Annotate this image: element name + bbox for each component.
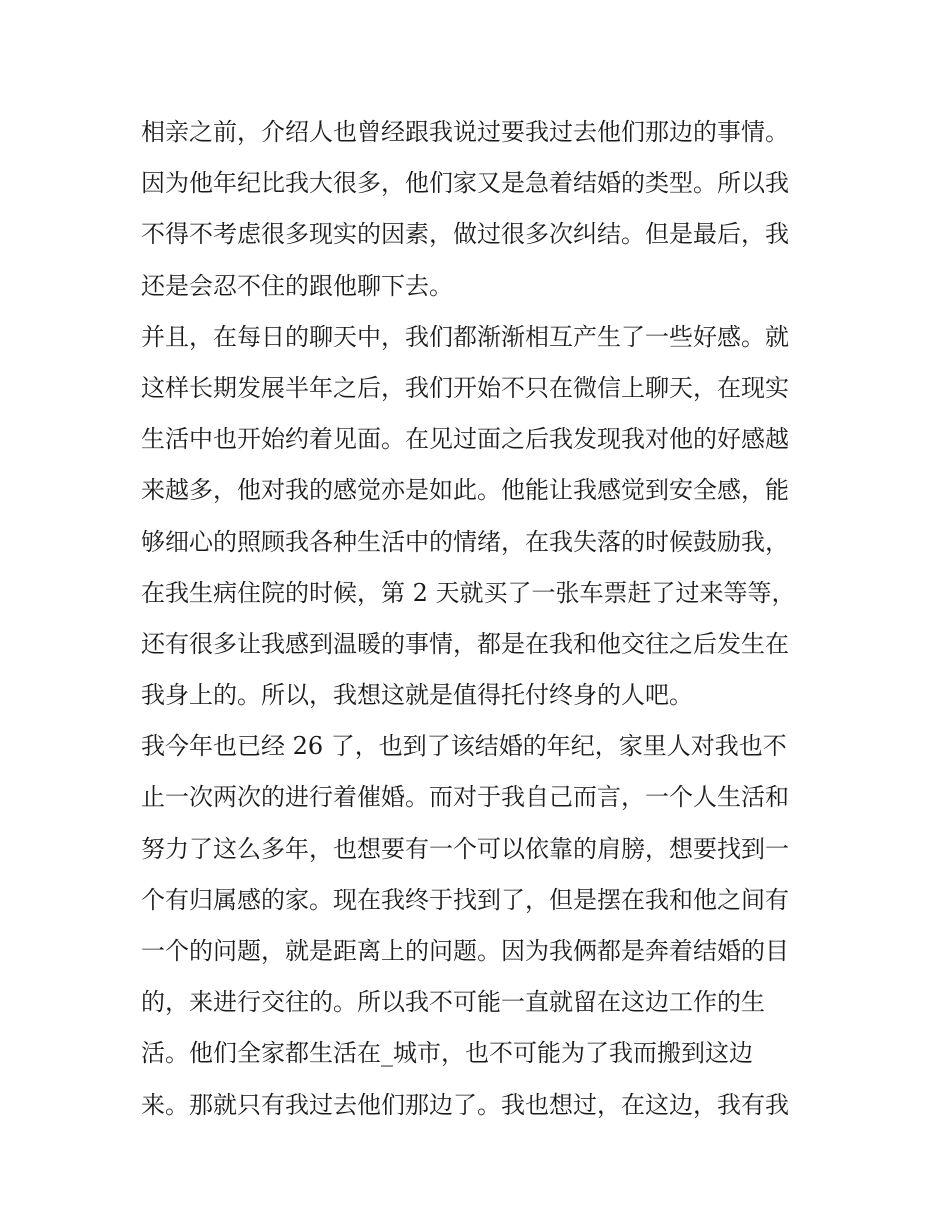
text-line: 因为他年纪比我大很多，他们家又是急着结婚的类型。所以我 (141, 169, 789, 198)
text-line: 还是会忍不住的跟他聊下去。 (141, 271, 453, 300)
text-line: 还有很多让我感到温暖的事情，都是在我和他交往之后发生在 (141, 629, 789, 658)
text-line: 来。那就只有我过去他们那边了。我也想过，在这边，我有我 (141, 1090, 789, 1119)
text-line: 一个的问题，就是距离上的问题。因为我俩都是奔着结婚的目 (141, 937, 789, 965)
text-line: 活。他们全家都生活在_城市，也不可能为了我而搬到这边 (141, 1039, 753, 1068)
text-line: 生活中也开始约着见面。在见过面之后我发现我对他的好感越 (141, 425, 789, 454)
text-line: 来越多，他对我的感觉亦是如此。他能让我感觉到安全感，能 (141, 476, 789, 505)
text-line: 相亲之前，介绍人也曾经跟我说过要我过去他们那边的事情。 (141, 118, 789, 146)
text-line: 够细心的照顾我各种生活中的情绪，在我失落的时候鼓励我， (141, 527, 789, 556)
text-line: 不得不考虑很多现实的因素，做过很多次纠结。但是最后，我 (141, 220, 789, 249)
text-line: 这样长期发展半年之后，我们开始不只在微信上聊天，在现实 (141, 373, 789, 402)
body-text (141, 107, 821, 1131)
text-line: 止一次两次的进行着催婚。而对于我自己而言，一个人生活和 (141, 783, 789, 812)
text-line: 并且，在每日的聊天中，我们都渐渐相互产生了一些好感。就 (141, 322, 789, 351)
text-line: 的，来进行交往的。所以我不可能一直就留在这边工作的生 (141, 988, 765, 1017)
text-line: 我今年也已经 26 了，也到了该结婚的年纪，家里人对我也不 (141, 732, 787, 761)
text-line: 在我生病住院的时候，第 2 天就买了一张车票赶了过来等等， (141, 578, 796, 607)
text-line: 我身上的。所以，我想这就是值得托付终身的人吧。 (141, 681, 693, 710)
text-line: 个有归属感的家。现在我终于找到了，但是摆在我和他之间有 (141, 885, 789, 914)
text-line: 努力了这么多年，也想要有一个可以依靠的肩膀，想要找到一 (141, 834, 789, 863)
